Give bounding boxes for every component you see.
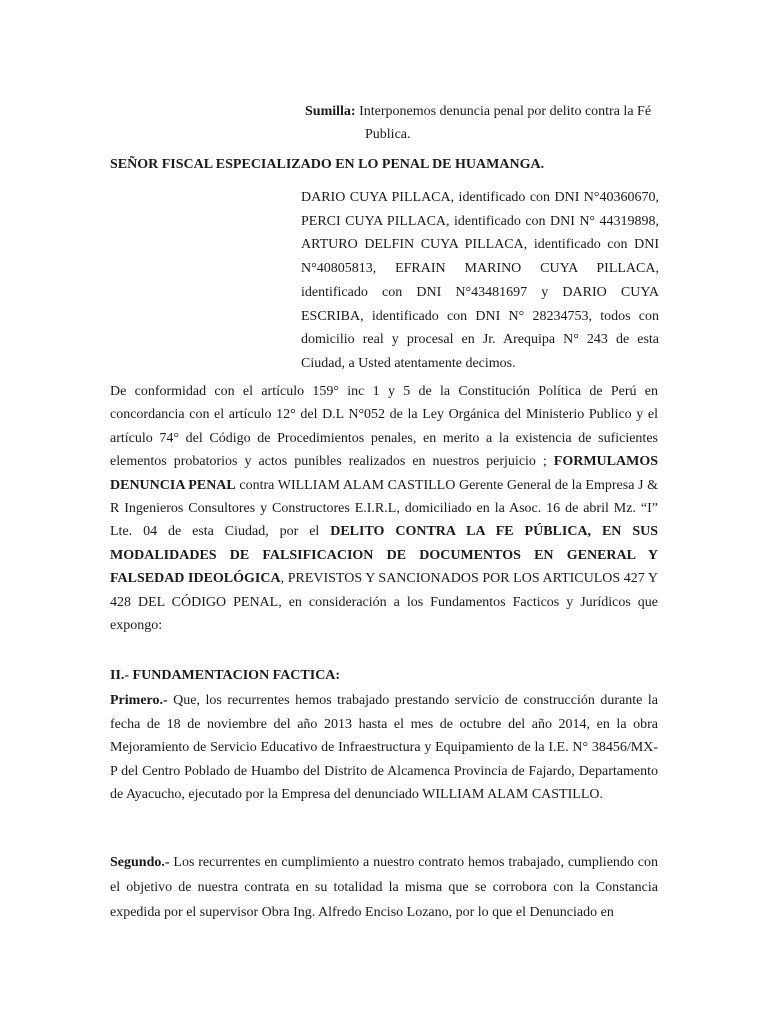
primero-label: Primero.- <box>110 693 168 708</box>
complaint-text-2: contra WILLIAM ALAM CASTILLO Gerente General de la Empresa J & R Ingenieros Consultores y Constructores E.I.R.L, domiciliado en la Asoc. 16 de abril Mz. “I” Lte. 04 de esta Ciudad, por el <box>110 477 659 540</box>
complaint-text-1: De conformidad con el artículo 159° inc 1 y 5 de la Constitución Política de Perú en concordancia con el artículo 12° del D.L N°052 de la Ley Orgánica del Ministerio Publico y el artículo 74° del Código de Procedimientos penales, en merito a la existencia de suficientes elementos probatorios y actos punibles realizados en nuestros perjuicio ; <box>110 384 658 470</box>
addressee-heading: SEÑOR FISCAL ESPECIALIZADO EN LO PENAL DE HUAMANGA. <box>110 157 545 172</box>
parties-paragraph: DARIO CUYA PILLACA, identificado con DNI N°40360670, PERCI CUYA PILLACA, identificado con DNI N° 44319898, ARTURO DELFIN CUYA PILLACA, identificado con DNI N°40805813, EFRAIN MARINO CUYA PILLACA, identificado con DNI N°43481697 y DARIO CUYA ESCRIBA, identificado con DNI N° 28234753, todos con domicilio real y procesal en Jr. Arequipa N° 243 de esta Ciudad, a Usted atentamente decimos. <box>301 190 659 371</box>
primero-paragraph <box>110 689 658 807</box>
complaint-paragraph <box>110 380 658 637</box>
complaint-bold-delito: DELITO CONTRA LA FE PÚBLICA, EN SUS MODALIDADES DE FALSIFICACION DE DOCUMENTOS EN GENERAL Y FALSEDAD IDEOLÓGICA <box>110 524 659 587</box>
section-heading-fundamentacion: II.- FUNDAMENTACION FACTICA: <box>110 668 341 683</box>
primero-text: Que, los recurrentes hemos trabajado prestando servicio de construcción durante la fecha de 18 de noviembre del año 2013 hasta el mes de octubre del año 2014, en la obra Mejoramiento de Servicio Educativo de Infraestructura y Equipamiento de la I.E. N° 38456/MX-P del Centro Poblado de Huambo del Distrito de Alcamenca Provincia de Fajardo, Departamento de Ayacucho, ejecutado por la Empresa del denunciado WILLIAM ALAM CASTILLO. <box>110 693 658 802</box>
segundo-label: Segundo.- <box>110 855 170 870</box>
complaint-bold-formulamos: FORMULAMOS DENUNCIA PENAL <box>110 454 658 493</box>
sumilla-text-line2: Publica. <box>365 127 411 142</box>
sumilla-label: Sumilla: <box>305 104 356 119</box>
segundo-text: Los recurrentes en cumplimiento a nuestro contrato hemos trabajado, cumpliendo con el objetivo de nuestra contrata en su totalidad la misma que se corrobora con la Constancia expedida por el supervisor Obra Ing. Alfredo Enciso Lozano, por lo que el Denunciado en <box>110 855 658 920</box>
sumilla <box>305 100 665 146</box>
sumilla-text-line1: Interponemos denuncia penal por delito contra la Fé <box>359 104 652 119</box>
complaint-text-3: , PREVISTOS Y SANCIONADOS POR LOS ARTICULOS 427 Y 428 DEL CÓDIGO PENAL, en consideración a los Fundamentos Facticos y Jurídicos que expongo: <box>110 571 658 634</box>
segundo-paragraph <box>110 850 658 925</box>
